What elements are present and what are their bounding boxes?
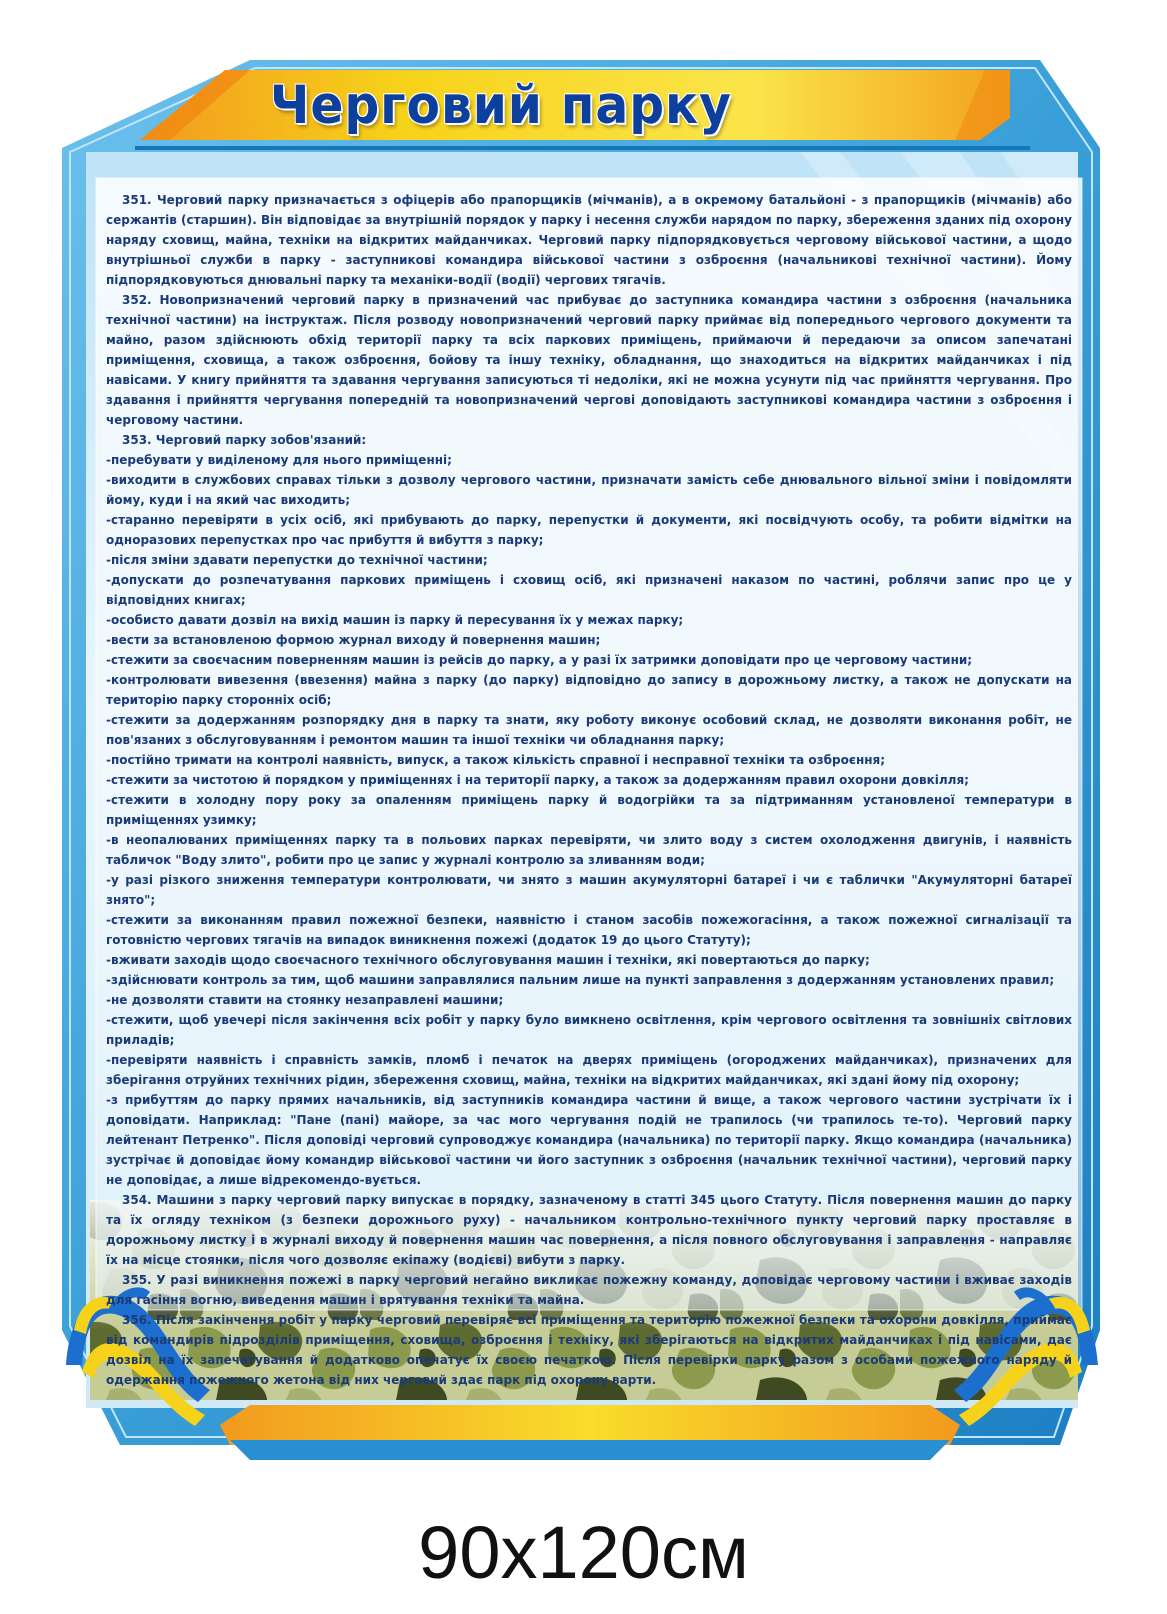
duty-item: -у разі різкого зниження температури контролювати, чи знято з машин акумуляторні батареї і чи є таблички "Акумуляторні батареї знято"; — [106, 873, 1072, 907]
page-title: Черговий парку — [270, 75, 732, 136]
article-paragraph: 353. Черговий парку зобов'язаний: — [122, 433, 367, 447]
duty-item: -стежити за своєчасним поверненням машин із рейсів до парку, а у разі їх затримки доповідати про це черговому частини; — [106, 653, 973, 667]
duty-item: -стежити в холодну пору року за опаленням приміщень парку й водогрійки та за підтриманням установленої температури в приміщеннях узимку; — [106, 793, 1072, 827]
duty-item: -з прибуттям до парку прямих начальників, від заступників командира частини й вище, а також чергового частини зустрічати їх і доповідати. Наприклад: "Пане (пані) майоре, за час мого чергування подій не трапилось (чи трапилось те-то). Черговий парку лейтенант Петренко". Після доповіді черговий супроводжує командира (начальника) по території парку. Якщо командира (начальника) зустрічає й доповідає йому командир військової частини чи його заступник з озброєння (начальник технічної частини), черговий парку не доповідає, а лише відрекомендо-вується. — [106, 1093, 1072, 1187]
article-paragraph: 356. Після закінчення робіт у парку черговий перевіряє всі приміщення та територію пожежної безпеки та охорони довкілля, приймає від командирів підрозділів приміщення, сховища, озброєння і техніку, які зберігаються на відкритих майданчиках і під навісами, дає дозвіл на їх запечатування й додатково опечатує їх своєю печаткою. Після перевірки парку разом з особами пожежного наряду й одержання пожежного жетона від них черговий здає парк під охорону варти. — [106, 1313, 1072, 1387]
duty-item: -перевіряти наявність і справність замків, пломб і печаток на дверях приміщень (огороджених майданчиках), призначених для зберігання отруйних технічних рідин, збереження сховищ, майна, техніки на відкритих майданчиках, які здані йому під охорону; — [106, 1053, 1072, 1087]
duty-item: -не дозволяти ставити на стоянку незаправлені машини; — [106, 993, 504, 1007]
duty-item: -контролювати вивезення (ввезення) майна з парку (до парку) відповідно до запису в дорожньому листку, а також не допускати на територію парку сторонніх осіб; — [106, 673, 1072, 707]
article-paragraph: 352. Новопризначений черговий парку в призначений час прибуває до заступника командира частини з озброєння (начальника технічної частини) на інструктаж. Після розводу новопризначений черговий парку приймає від попереднього чергового документи та майно, разом здійснюють обхід території парку та всіх паркових приміщень, приймаючи й передаючи за описом запечатані приміщення, сховища, а також озброєння, бойову та іншу техніку, обладнання, що знаходиться на відкритих майданчиках і під навісами. У книгу прийняття та здавання чергування записуються ті недоліки, які не можна усунути під час прийняття чергування. Про здавання і прийняття чергування попередній та новопризначений чергові доповідають заступникові командира частини з озброєння і черговому частини. — [106, 293, 1072, 427]
duty-item: -вести за встановленою формою журнал виходу й повернення машин; — [106, 633, 601, 647]
size-label: 90x120см — [418, 1511, 749, 1594]
duty-item: -особисто давати дозвіл на вихід машин із парку й пересування їх у межах парку; — [106, 613, 684, 627]
duty-item: -стежити за чистотою й порядком у приміщеннях і на території парку, а також за додержанням правил охорони довкілля; — [106, 773, 969, 787]
duty-item: -стежити, щоб увечері після закінчення всіх робіт у парку було вимкнено освітлення, крім чергового освітлення та зовнішніх світлових приладів; — [106, 1013, 1072, 1047]
duty-item: -здійснювати контроль за тим, щоб машини заправлялися пальним лише на пункті заправлення з додержанням установлених правил; — [106, 973, 1055, 987]
duty-item: -стежити за виконанням правил пожежної безпеки, наявністю і станом засобів пожежогасіння, а також пожежної сигналізації та готовністю чергових тягачів на випадок виникнення пожежі (додаток 19 до цього Статуту); — [106, 913, 1072, 947]
duty-item: -стежити за додержанням розпорядку дня в парку та знати, яку роботу виконує особовий склад, не дозволяти виконання робіт, не пов'язаних з обслуговуванням і ремонтом машин та іншої техніки чи обладнання парку; — [106, 713, 1072, 747]
regulation-text — [106, 190, 1072, 1387]
article-paragraph: 355. У разі виникнення пожежі в парку черговий негайно викликає пожежну команду, доповідає черговому частини і вживає заходів для гасіння вогню, виведення машин і врятування техніки та майна. — [106, 1273, 1072, 1307]
duty-item: -постійно тримати на контролі наявність, випуск, а також кількість справної і несправної техніки та озброєння; — [106, 753, 886, 767]
duty-item: -перебувати у виділеному для нього приміщенні; — [106, 453, 452, 467]
duty-item: -в неопалюваних приміщеннях парку та в польових парках перевіряти, чи злито воду з систем охолодження двигунів, і наявність табличок "Воду злито", робити про це запис у журналі контролю за зливанням води; — [106, 833, 1072, 867]
duty-item: -допускати до розпечатування паркових приміщень і сховищ осіб, які призначені наказом по частині, роблячи запис про це у відповідних книгах; — [106, 573, 1072, 607]
duty-item: -після зміни здавати перепустки до технічної частини; — [106, 553, 488, 567]
duty-item: -виходити в службових справах тільки з дозволу чергового частини, призначати замість себе днювального вільної зміни і повідомляти йому, куди і на який час виходить; — [106, 473, 1072, 507]
duty-item: -вживати заходів щодо своєчасного технічного обслуговування машин і техніки, які повертаються до парку; — [106, 953, 870, 967]
article-paragraph: 354. Машини з парку черговий парку випускає в порядку, зазначеному в статті 345 цього Статуту. Після повернення машин до парку та їх огляду техніком (з безпеки дорожнього руху) - начальником контрольно-технічного пункту черговий парку проставляє в дорожньому листку і в журналі виходу й повернення машин час повернення, а після повного обслуговування і заправлення - направляє їх на місце стоянки, після чого дозволяє екіпажу (водієві) вибути з парку. — [106, 1193, 1072, 1267]
article-paragraph: 351. Черговий парку призначається з офіцерів або прапорщиків (мічманів), а в окремому батальйоні - з прапорщиків (мічманів) або сержантів (старшин). Він відповідає за внутрішній порядок у парку і несення служби нарядом по парку, збереження зданих під охорону наряду сховищ, майна, техніки на відкритих майданчиках. Черговий парку підпорядковується черговому військової частини, а щодо внутрішньої служби в парку - заступникові командира військової частини з озброєння (начальникові технічної частини). Йому підпорядковуються днювальні парку та механіки-водії (водії) чергових тягачів. — [106, 193, 1072, 287]
duty-item: -старанно перевіряти в усіх осіб, які прибувають до парку, перепустки й документи, які посвідчують особу, та робити відмітки на одноразових перепустках про час прибуття й вибуття з парку; — [106, 513, 1072, 547]
